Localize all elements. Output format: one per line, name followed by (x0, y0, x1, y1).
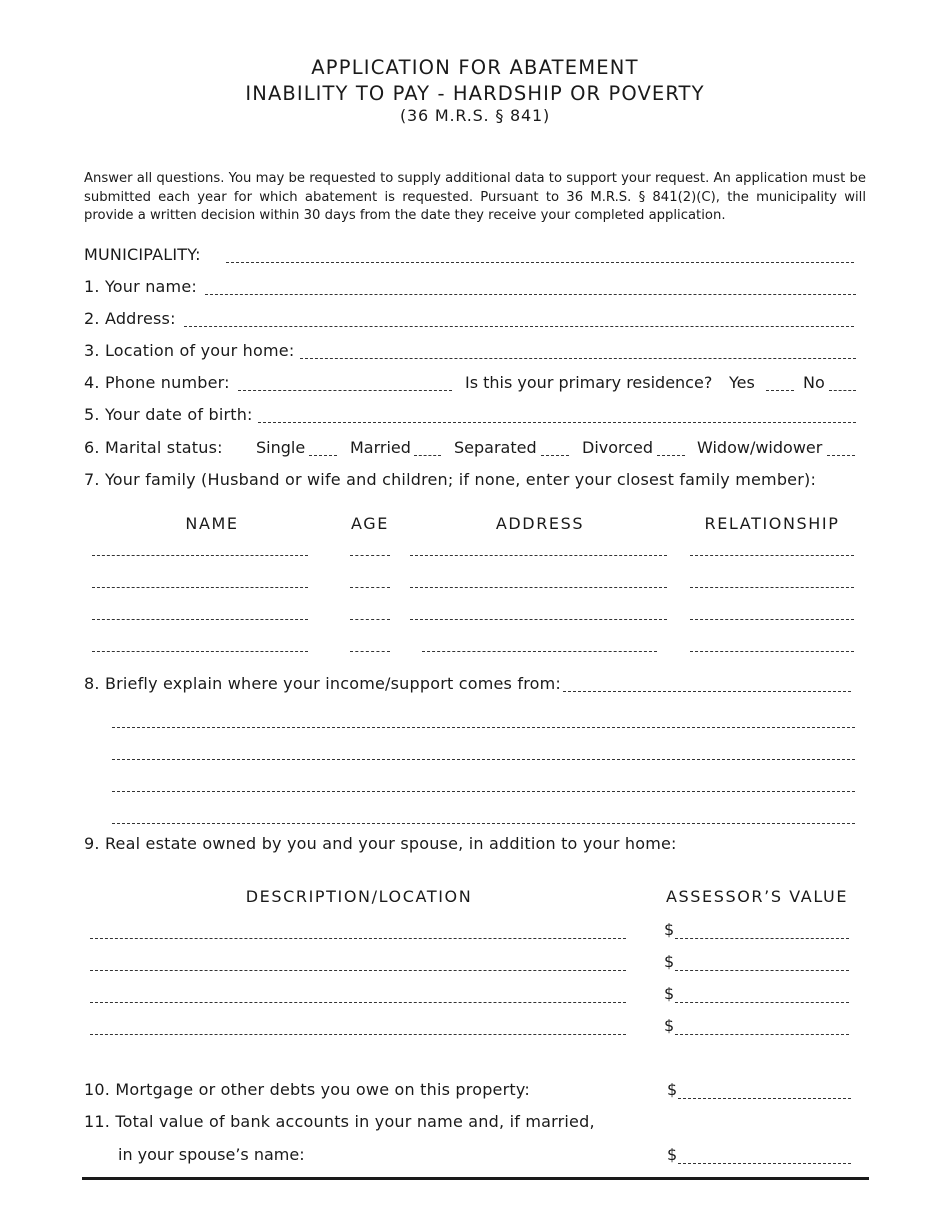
municipality-field[interactable] (226, 262, 854, 263)
name-label: 1. Your name: (84, 277, 197, 296)
mortgage-label: 10. Mortgage or other debts you owe on this property: (84, 1080, 530, 1099)
family-header-age: AGE (351, 514, 389, 533)
phone-label: 4. Phone number: (84, 373, 230, 392)
name-row (84, 277, 197, 296)
marital-single-field[interactable] (309, 455, 337, 456)
income-question (84, 674, 561, 693)
marital-status-row (84, 438, 223, 457)
home-location-field[interactable] (300, 358, 856, 359)
real-estate-description-field[interactable] (90, 970, 626, 971)
marital-single-label: Single (256, 438, 306, 457)
form-subtitle: INABILITY TO PAY - HARDSHIP OR POVERTY (245, 82, 705, 105)
dollar-sign: $ (667, 1145, 678, 1164)
bank-accounts-question (84, 1112, 595, 1131)
dob-row (84, 405, 253, 424)
family-address-field[interactable] (410, 587, 667, 588)
family-age-field[interactable] (350, 651, 390, 652)
dollar-sign: $ (667, 1080, 678, 1099)
address-field[interactable] (184, 326, 854, 327)
marital-widow-label: Widow/widower (697, 438, 823, 457)
income-field[interactable] (563, 691, 851, 692)
mortgage-amount-field[interactable] (678, 1098, 851, 1099)
statute-reference: (36 M.R.S. § 841) (399, 106, 550, 125)
family-address-field[interactable] (410, 619, 667, 620)
assessor-value-field[interactable] (675, 938, 849, 939)
family-relationship-field[interactable] (690, 555, 854, 556)
marital-married-field[interactable] (414, 455, 441, 456)
family-relationship-field[interactable] (690, 651, 854, 652)
family-name-field[interactable] (92, 619, 308, 620)
income-label: 8. Briefly explain where your income/support comes from: (84, 674, 561, 693)
name-field[interactable] (205, 294, 856, 295)
primary-yes-field[interactable] (766, 390, 794, 391)
primary-residence-question: Is this your primary residence? (465, 373, 713, 392)
home-location-label: 3. Location of your home: (84, 341, 295, 360)
family-name-field[interactable] (92, 651, 308, 652)
dob-label: 5. Your date of birth: (84, 405, 253, 424)
instructions-paragraph: Answer all questions. You may be requested to supply additional data to support your request. An application must be submitted each year for which abatement is requested. Pursuant to 36 M.R.S. § 841(2)(C), the municipality will provide a written decision within 30 days from the date they receive your completed application. (84, 171, 866, 223)
family-name-field[interactable] (92, 555, 308, 556)
marital-divorced-field[interactable] (657, 455, 685, 456)
marital-separated-field[interactable] (541, 455, 569, 456)
income-line[interactable] (112, 727, 855, 728)
dollar-sign: $ (664, 1016, 675, 1035)
bank-accounts-label: 11. Total value of bank accounts in your name and, if married, (84, 1112, 595, 1131)
marital-married-label: Married (350, 438, 411, 457)
family-label: 7. Your family (Husband or wife and children; if none, enter your closest family member): (84, 470, 817, 489)
family-header-address: ADDRESS (495, 514, 585, 533)
primary-no-field[interactable] (829, 390, 856, 391)
real-estate-description-field[interactable] (90, 1034, 626, 1035)
real-estate-header-description: DESCRIPTION/LOCATION (245, 887, 473, 906)
marital-divorced-label: Divorced (582, 438, 654, 457)
address-label: 2. Address: (84, 309, 176, 328)
phone-row (84, 373, 230, 392)
family-name-field[interactable] (92, 587, 308, 588)
family-age-field[interactable] (350, 587, 390, 588)
family-address-field[interactable] (410, 555, 667, 556)
dollar-sign: $ (664, 984, 675, 1003)
real-estate-label: 9. Real estate owned by you and your spouse, in addition to your home: (84, 834, 677, 853)
family-age-field[interactable] (350, 619, 390, 620)
assessor-value-field[interactable] (675, 1002, 849, 1003)
dollar-sign: $ (664, 952, 675, 971)
family-question (84, 470, 816, 489)
family-relationship-field[interactable] (690, 587, 854, 588)
income-line[interactable] (112, 759, 855, 760)
home-location-row (84, 341, 294, 360)
assessor-value-field[interactable] (675, 970, 849, 971)
real-estate-description-field[interactable] (90, 1002, 626, 1003)
mortgage-question (84, 1080, 530, 1099)
phone-field[interactable] (238, 390, 452, 391)
real-estate-header-value: ASSESSOR’S VALUE (665, 887, 849, 906)
form-title: APPLICATION FOR ABATEMENT (311, 56, 639, 79)
family-relationship-field[interactable] (690, 619, 854, 620)
dollar-sign: $ (664, 920, 675, 939)
real-estate-question (84, 834, 677, 853)
primary-yes-label: Yes (729, 373, 755, 392)
dob-field[interactable] (258, 422, 856, 423)
bank-accounts-amount-field[interactable] (678, 1163, 851, 1164)
real-estate-description-field[interactable] (90, 938, 626, 939)
marital-widow-field[interactable] (827, 455, 855, 456)
income-line[interactable] (112, 823, 855, 824)
income-line[interactable] (112, 791, 855, 792)
assessor-value-field[interactable] (675, 1034, 849, 1035)
marital-status-label: 6. Marital status: (84, 438, 223, 457)
bottom-rule (82, 1177, 869, 1180)
family-age-field[interactable] (350, 555, 390, 556)
marital-separated-label: Separated (454, 438, 537, 457)
municipality-label: MUNICIPALITY: (84, 245, 201, 264)
family-address-field[interactable] (422, 651, 657, 652)
municipality-row (84, 245, 201, 264)
family-header-name: NAME (185, 514, 239, 533)
bank-accounts-label-cont: in your spouse’s name: (118, 1145, 305, 1164)
family-header-relationship: RELATIONSHIP (704, 514, 840, 533)
primary-no-label: No (803, 373, 825, 392)
address-row (84, 309, 176, 328)
